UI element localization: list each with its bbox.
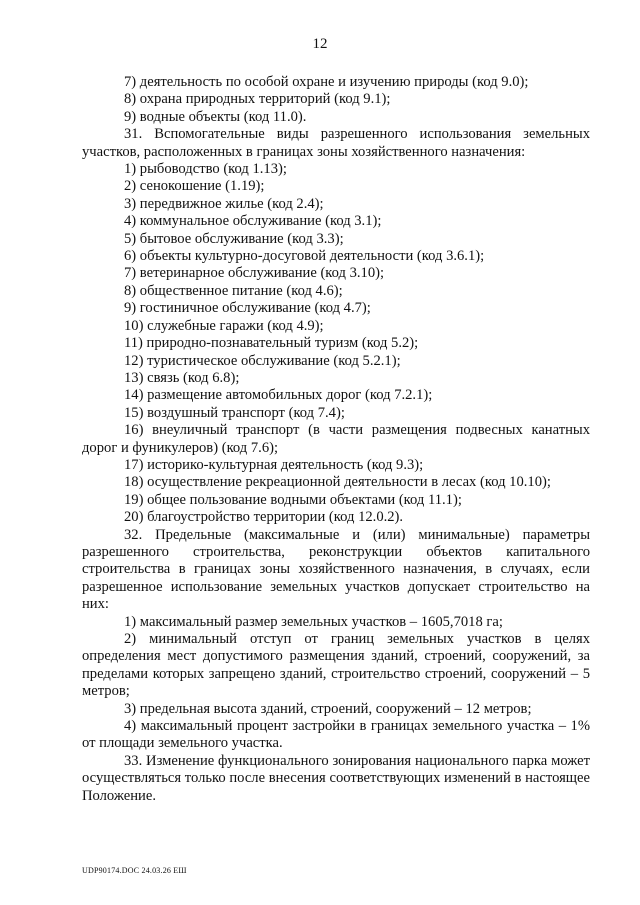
paragraph: 5) бытовое обслуживание (код 3.3); xyxy=(124,230,344,247)
document-footer: UDP90174.DOC 24.03.26 ЕШ xyxy=(82,866,187,875)
paragraph: 12) туристическое обслуживание (код 5.2.1); xyxy=(124,352,401,369)
page-number: 12 xyxy=(312,36,328,52)
paragraph: 13) связь (код 6.8); xyxy=(124,369,240,386)
paragraph: 7) ветеринарное обслуживание (код 3.10); xyxy=(124,265,385,282)
paragraph: 6) объекты культурно-досуговой деятельности (код 3.6.1); xyxy=(124,248,485,265)
paragraph: 10) служебные гаражи (код 4.9); xyxy=(124,317,324,334)
paragraph: 3) предельная высота зданий, строений, сооружений – 12 метров; xyxy=(124,700,532,717)
paragraph: 14) размещение автомобильных дорог (код 7.2.1); xyxy=(124,387,433,404)
paragraph: 8) общественное питание (код 4.6); xyxy=(124,282,343,299)
paragraph: 1) максимальный размер земельных участков – 1605,7018 га; xyxy=(124,613,503,630)
paragraph: 3) передвижное жилье (код 2.4); xyxy=(124,195,324,212)
paragraph: 2) минимальный отступ от границ земельных участков в целях определения мест допустимого размещения зданий, строений, сооружений, за пределами которых запрещено зданий, строительство строений, сооружений – 5 метров; xyxy=(82,631,590,700)
paragraph: 33. Изменение функционального зонирования национального парка может осуществляться только после внесения соответствующих изменений в настоящее Положение. xyxy=(82,752,590,804)
paragraph: 1) рыбоводство (код 1.13); xyxy=(124,161,287,178)
paragraph: 17) историко-культурная деятельность (код 9.3); xyxy=(124,456,424,473)
paragraph: 9) водные объекты (код 11.0). xyxy=(124,108,307,125)
document-body xyxy=(82,74,590,805)
paragraph: 8) охрана природных территорий (код 9.1); xyxy=(124,91,391,108)
paragraph: 15) воздушный транспорт (код 7.4); xyxy=(124,404,345,421)
paragraph: 11) природно-познавательный туризм (код 5.2); xyxy=(124,335,419,352)
paragraph: 7) деятельность по особой охране и изучению природы (код 9.0); xyxy=(124,74,529,90)
paragraph: 20) благоустройство территории (код 12.0.2). xyxy=(124,509,404,526)
paragraph: 2) сенокошение (1.19); xyxy=(124,178,265,195)
paragraph: 19) общее пользование водными объектами (код 11.1); xyxy=(124,491,462,508)
paragraph: 4) коммунальное обслуживание (код 3.1); xyxy=(124,213,382,230)
paragraph: 9) гостиничное обслуживание (код 4.7); xyxy=(124,300,371,317)
paragraph: 18) осуществление рекреационной деятельности в лесах (код 10.10); xyxy=(124,474,551,491)
paragraph: 16) внеуличный транспорт (в части размещения подвесных канатных дорог и фуникулеров) (код 7.6); xyxy=(82,422,590,456)
paragraph: 31. Вспомогательные виды разрешенного использования земельных участков, расположенных в границах зоны хозяйственного назначения: xyxy=(82,126,590,160)
paragraph: 32. Предельные (максимальные и (или) минимальные) параметры разрешенного строительства, реконструкции объектов капитального строительства в границах зоны хозяйственного назначения, в случаях, если разрешенное использование земельных участков допускает строительство на них: xyxy=(82,526,590,613)
paragraph: 4) максимальный процент застройки в границах земельного участка – 1% от площади земельного участка. xyxy=(82,718,590,752)
